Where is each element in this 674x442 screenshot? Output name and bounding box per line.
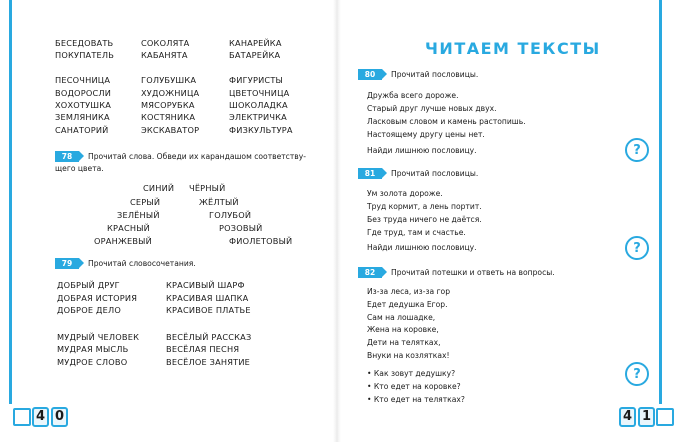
followup-80: Найди лишнюю пословицу.	[367, 146, 477, 155]
word: ХУДОЖНИЦА	[141, 87, 200, 98]
word: КАНАРЕЙКА	[229, 38, 282, 48]
word: БЕСЕДОВАТЬ	[55, 38, 114, 48]
right-page-edge	[659, 0, 662, 404]
phrase: МУДРОЕ СЛОВО	[57, 356, 128, 367]
phrase: ВЕСЁЛОЕ ЗАНЯТИЕ	[166, 356, 251, 367]
exercise-number-badge: 78	[55, 151, 79, 162]
page-number-left	[13, 406, 69, 428]
exercise-task: Прочитай пословицы.	[391, 168, 479, 178]
phrase: ДОБРАЯ ИСТОРИЯ	[57, 292, 138, 303]
color-word: РОЗОВЫЙ	[219, 223, 263, 233]
color-word: СИНИЙ	[143, 183, 175, 193]
color-word: ЧЁРНЫЙ	[189, 183, 226, 193]
color-word: ОРАНЖЕВЫЙ	[94, 236, 152, 246]
phrase: КРАСИВОЕ ПЛАТЬЕ	[166, 305, 251, 316]
rhyme-line: Дети на телятках,	[367, 338, 441, 348]
exercise-number-badge: 80	[358, 69, 382, 80]
word: ЦВЕТОЧНИЦА	[229, 87, 290, 98]
rhyme-line: Жена на коровке,	[367, 325, 439, 335]
question-item: • Кто едет на телятках?	[367, 394, 465, 404]
question-icon: ?	[625, 362, 649, 386]
proverbs-81	[367, 187, 482, 239]
color-word: ФИОЛЕТОВЫЙ	[229, 236, 293, 246]
word: ПОКУПАТЕЛЬ	[55, 50, 115, 61]
color-word: СЕРЫЙ	[130, 197, 161, 207]
page-number-right	[618, 406, 674, 428]
proverb: Старый друг лучше новых двух.	[367, 104, 497, 113]
color-word: КРАСНЫЙ	[107, 223, 150, 233]
proverb: Труд кормит, а лень портит.	[367, 202, 482, 211]
word: КОСТЯНИКА	[141, 112, 196, 123]
exercise-task: Прочитай пословицы.	[391, 69, 479, 79]
rhyme-line: Сам на лошадке,	[367, 312, 436, 322]
word: ЗЕМЛЯНИКА	[55, 112, 110, 123]
word: КАБАНЯТА	[141, 50, 188, 61]
exercise-task-continuation: щего цвета.	[55, 164, 104, 173]
proverb: Дружба всего дороже.	[367, 91, 459, 100]
followup-81: Найди лишнюю пословицу.	[367, 243, 477, 252]
color-word: ЖЁЛТЫЙ	[199, 197, 239, 207]
color-word: ЗЕЛЁНЫЙ	[117, 210, 160, 220]
phrase: ДОБРОЕ ДЕЛО	[57, 305, 121, 316]
proverb: Без труда ничего не даётся.	[367, 215, 482, 224]
exercise-82-header	[358, 266, 555, 278]
phrase: МУДРЫЙ ЧЕЛОВЕК	[57, 331, 140, 342]
question-item: • Как зовут дедушку?	[367, 369, 456, 378]
phrase: ВЕСЁЛЫЙ РАССКАЗ	[166, 331, 252, 342]
exercise-78-header	[55, 150, 306, 162]
word: ЭЛЕКТРИЧКА	[229, 112, 287, 123]
exercise-81-header	[358, 167, 478, 179]
question-item: • Кто едет на коровке?	[367, 381, 461, 391]
book-icon	[656, 408, 674, 426]
phrase-column-2	[166, 279, 251, 369]
word: ГОЛУБУШКА	[141, 75, 197, 86]
word-column-1	[55, 37, 114, 136]
proverb: Настоящему другу цены нет.	[367, 130, 485, 139]
left-page-edge	[9, 0, 12, 404]
exercise-80-header	[358, 68, 478, 80]
phrase: МУДРАЯ МЫСЛЬ	[57, 344, 129, 355]
word: ВОДОРОСЛИ	[55, 87, 112, 98]
rhyme-line: Внуки на козлятках!	[367, 350, 450, 360]
exercise-number-badge: 81	[358, 168, 382, 179]
question-icon: ?	[625, 138, 649, 162]
rhyme-82	[367, 286, 450, 363]
word: ПЕСОЧНИЦА	[55, 75, 111, 86]
page-digit: 1	[638, 407, 655, 427]
word: САНАТОРИЙ	[55, 124, 109, 135]
questions-82	[367, 368, 465, 406]
proverb: Ласковым словом и камень растопишь.	[367, 117, 526, 126]
phrase: КРАСИВЫЙ ШАРФ	[166, 280, 245, 290]
page-digit: 0	[51, 407, 68, 427]
word-column-3	[229, 37, 293, 136]
exercise-79-header	[55, 257, 196, 269]
word: ХОХОТУШКА	[55, 100, 112, 111]
exercise-task: Прочитай слова. Обведи их карандашом соответству-	[88, 151, 306, 161]
color-word: ГОЛУБОЙ	[209, 210, 252, 220]
rhyme-line: Едет дедушка Егор.	[367, 299, 448, 309]
word-column-2	[141, 37, 199, 136]
exercise-number-badge: 79	[55, 258, 79, 269]
exercise-task: Прочитай потешки и ответь на вопросы.	[391, 267, 555, 277]
proverb: Где труд, там и счастье.	[367, 228, 466, 237]
proverbs-80	[367, 89, 526, 141]
word: ЭКСКАВАТОР	[141, 124, 200, 135]
phrase: ВЕСЁЛАЯ ПЕСНЯ	[166, 344, 240, 355]
phrase: КРАСИВАЯ ШАПКА	[166, 292, 249, 303]
page-digit: 4	[619, 407, 636, 427]
question-icon: ?	[625, 236, 649, 260]
word: СОКОЛЯТА	[141, 38, 190, 48]
proverb: Ум золота дороже.	[367, 189, 443, 198]
page-digit: 4	[32, 407, 49, 427]
exercise-number-badge: 82	[358, 267, 382, 278]
word: ФИЗКУЛЬТУРА	[229, 124, 293, 135]
phrase: ДОБРЫЙ ДРУГ	[57, 280, 120, 290]
exercise-task: Прочитай словосочетания.	[88, 258, 196, 268]
page-title: ЧИТАЕМ ТЕКСТЫ	[425, 39, 601, 58]
word: МЯСОРУБКА	[141, 100, 195, 111]
word: БАТАРЕЙКА	[229, 50, 281, 61]
word: ШОКОЛАДКА	[229, 100, 288, 111]
book-icon	[13, 408, 31, 426]
phrase-column-1	[57, 279, 139, 369]
book-spine	[333, 0, 341, 442]
word: ФИГУРИСТЫ	[229, 75, 283, 86]
rhyme-line: Из-за леса, из-за гор	[367, 287, 451, 296]
